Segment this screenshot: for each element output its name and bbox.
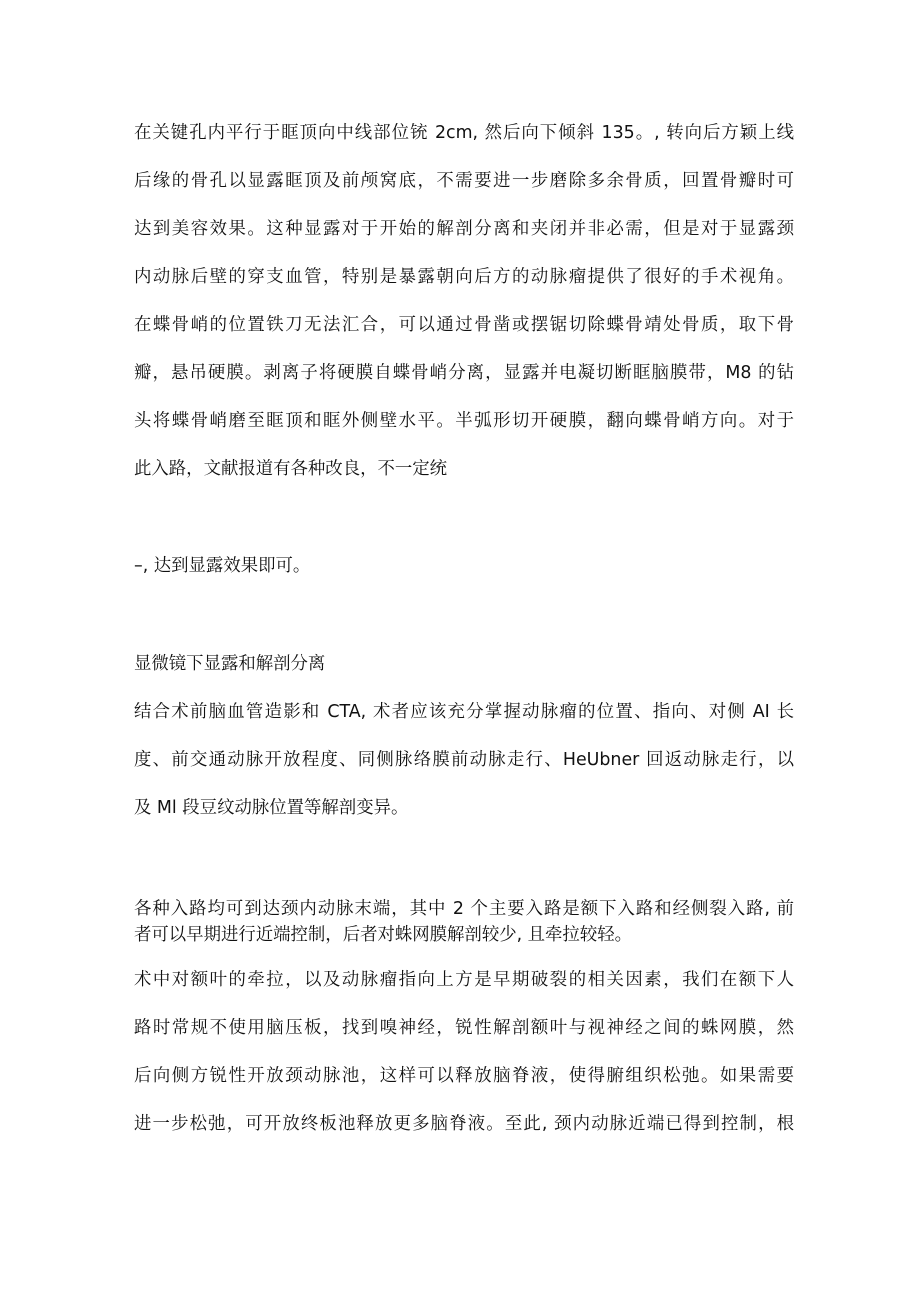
paragraph-1-line-3: 达到美容效果。这种显露对于开始的解剖分离和夹闭并非必需，但是对于显露颈 xyxy=(134,219,794,239)
paragraph-4-line-2: 者可以早期进行近端控制，后者对蛛网膜解剖较少, 且牵拉较轻。 xyxy=(134,925,632,945)
paragraph-5-line-1: 术中对额叶的牵拉，以及动脉瘤指向上方是早期破裂的相关因素，我们在额下人 xyxy=(134,970,794,990)
paragraph-5-line-3: 后向侧方锐性开放颈动脉池，这样可以释放脑脊液，使得腑组织松弛。如果需要 xyxy=(134,1066,794,1086)
paragraph-4-line-1: 各种入路均可到达颈内动脉末端，其中 2 个主要入路是额下入路和经侧裂入路, 前 xyxy=(134,899,794,919)
paragraph-1-line-7: 头将蝶骨峭磨至眶顶和眶外侧壁水平。半弧形切开硬膜，翻向蝶骨峭方向。对于 xyxy=(134,411,794,431)
paragraph-1-line-1: 在关键孔内平行于眶顶向中线部位铳 2cm, 然后向下倾斜 135。, 转向后方颖上线 xyxy=(134,123,794,143)
paragraph-1-line-6: 瓣，悬吊硬膜。剥离子将硬膜自蝶骨峭分离，显露并电凝切断眶脑膜带，M8 的钻 xyxy=(134,363,794,383)
paragraph-1-line-2: 后缘的骨孔以显露眶顶及前颅窝底，不需要进一步磨除多余骨质，回置骨瓣时可 xyxy=(134,171,794,191)
paragraph-1-line-5: 在蝶骨峭的位置铁刀无法汇合，可以通过骨凿或摆锯切除蝶骨靖处骨质，取下骨 xyxy=(134,315,794,335)
paragraph-3-line-3: 及 Ml 段豆纹动脉位置等解剖变异。 xyxy=(134,798,409,818)
section-heading: 显微镜下显露和解剖分离 xyxy=(134,654,326,674)
paragraph-3-line-1: 结合术前脑血管造影和 CTA, 术者应该充分掌握动脉瘤的位置、指向、对侧 AI 长 xyxy=(134,702,794,722)
paragraph-2: –, 达到显露效果即可。 xyxy=(134,556,311,576)
paragraph-1-line-8: 此入路，文献报道有各种改良，不一定统 xyxy=(134,459,448,479)
paragraph-1-line-4: 内动脉后壁的穿支血管，特别是暴露朝向后方的动脉瘤提供了很好的手术视角。 xyxy=(134,267,794,287)
paragraph-5-line-4: 进一步松弛，可开放终板池释放更多脑脊液。至此, 颈内动脉近端已得到控制，根 xyxy=(134,1114,794,1134)
paragraph-5-line-2: 路时常规不使用脑压板，找到嗅神经，锐性解剖额叶与视神经之间的蛛网膜，然 xyxy=(134,1018,794,1038)
paragraph-3-line-2: 度、前交通动脉开放程度、同侧脉络膜前动脉走行、HeUbner 回返动脉走行，以 xyxy=(134,750,794,770)
